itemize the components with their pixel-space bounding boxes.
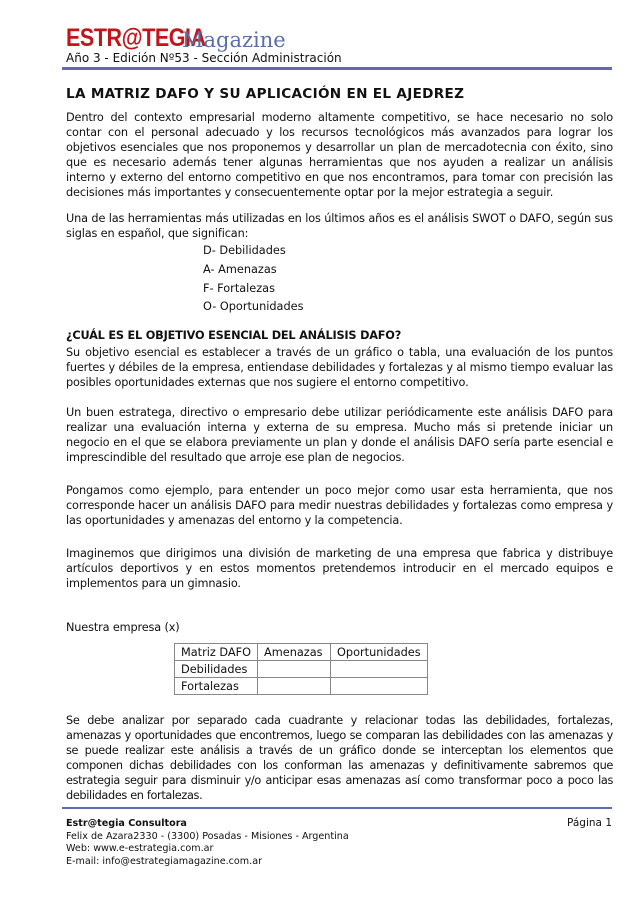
footer-web: Web: www.e-estrategia.com.ar [66, 843, 214, 855]
page-number: Página 1 [567, 817, 612, 829]
example-paragraph: Pongamos como ejemplo, para entender un poco mejor como usar esta herramienta, que nos corresponde hacer un análisis DAFO para medir nuestras debilidades y fortalezas como empresa y las oportunidades y amenazas del entorno y la competencia. [66, 484, 613, 528]
conclusion-paragraph: Se debe analizar por separado cada cuadrante y relacionar todas las debilidades, fortalezas, amenazas y oportunidades que encontremos, luego se comparan las debilidades con las amenazas y se puede realizar este análisis a través de un gráfico donde se interceptan los elementos que componen dichas debilidades con los conforman las amenazas y definitivamente sabremos que estrategia seguir para disminuir y/o anticipar esas amenazas así como transformar poco a poco las debilidades en fortalezas. [66, 714, 613, 803]
footer-company: Estr@tegia Consultora [66, 818, 187, 829]
table-cell [331, 661, 428, 678]
tools-paragraph: Una de las herramientas más utilizadas en los últimos años es el análisis SWOT o DAFO, según sus siglas en español, que significan: [66, 212, 613, 241]
table-cell [258, 678, 331, 695]
imagine-paragraph: Imaginemos que dirigimos una división de marketing de una empresa que fabrica y distribuye artículos deportivos y en estos momentos pretendemos introducir en el mercado equipos e implementos para un gimnasio. [66, 547, 613, 591]
magazine-logo [66, 24, 286, 53]
strategist-paragraph: Un buen estratega, directivo o empresario debe utilizar periódicamente este análisis DAFO para realizar una evaluación interna y externa de su empresa. Mucho más si pretende iniciar un negocio en el que se elabora previamente un plan y donde el análisis DAFO sería parte esencial e imprescindible del resultado que arroje ese plan de negocios. [66, 406, 613, 465]
table-row [175, 678, 428, 695]
list-item: D- Debilidades [203, 244, 286, 257]
list-item: A- Amenazas [203, 262, 277, 276]
table-header-cell: Amenazas [258, 644, 331, 661]
footer-email: E-mail: info@estrategiamagazine.com.ar [66, 855, 263, 867]
dafo-matrix-table [174, 643, 428, 695]
logo-main-text: ESTR@TEGIA [66, 24, 206, 52]
footer [66, 818, 349, 868]
dafo-list [203, 242, 303, 317]
table-row [175, 661, 428, 678]
article-title: LA MATRIZ DAFO Y SU APLICACIÓN EN EL AJEDREZ [66, 86, 465, 102]
footer-rule [62, 807, 612, 809]
intro-paragraph: Dentro del contexto empresarial moderno altamente competitivo, se hace necesario no solo contar con el personal adecuado y los recursos tecnológicos más avanzados para lograr los objetivos esenciales que nos proponemos y desarrollar un plan de mercadotecnia con éxito, sino que es necesario además tener algunas herramientas que nos ayuden a realizar un análisis interno y externo del entorno competitivo en que nos encontramos, para tomar con precisión las decisiones más importantes y consecuentemente optar por la mejor estrategia a seguir. [66, 111, 613, 200]
footer-address: Felix de Azara2330 - (3300) Posadas - Misiones - Argentina [66, 830, 349, 842]
table-header-cell: Oportunidades [331, 644, 428, 661]
list-item: F- Fortalezas [203, 281, 275, 295]
edition-line: Año 3 - Edición Nº53 - Sección Administración [66, 51, 342, 65]
table-cell [331, 678, 428, 695]
table-row [175, 644, 428, 661]
section-subheading: ¿CUÁL ES EL OBJETIVO ESENCIAL DEL ANÁLISIS DAFO? [66, 329, 402, 342]
objective-paragraph: Su objetivo esencial es establecer a través de un gráfico o tabla, una evaluación de los puntos fuertes y débiles de la empresa, entiendase debilidades y fortalezas y al mismo tiempo evaluar las posibles oportunidades externas que nos sugiere el entorno competitivo. [66, 346, 613, 390]
logo-sub-text: Magazine [182, 28, 286, 52]
header-rule [62, 67, 612, 70]
list-item: O- Oportunidades [203, 300, 304, 314]
table-header-cell: Matriz DAFO [175, 644, 258, 661]
table-cell [258, 661, 331, 678]
table-cell: Fortalezas [175, 678, 258, 695]
company-line: Nuestra empresa (x) [66, 621, 180, 634]
table-cell: Debilidades [175, 661, 258, 678]
